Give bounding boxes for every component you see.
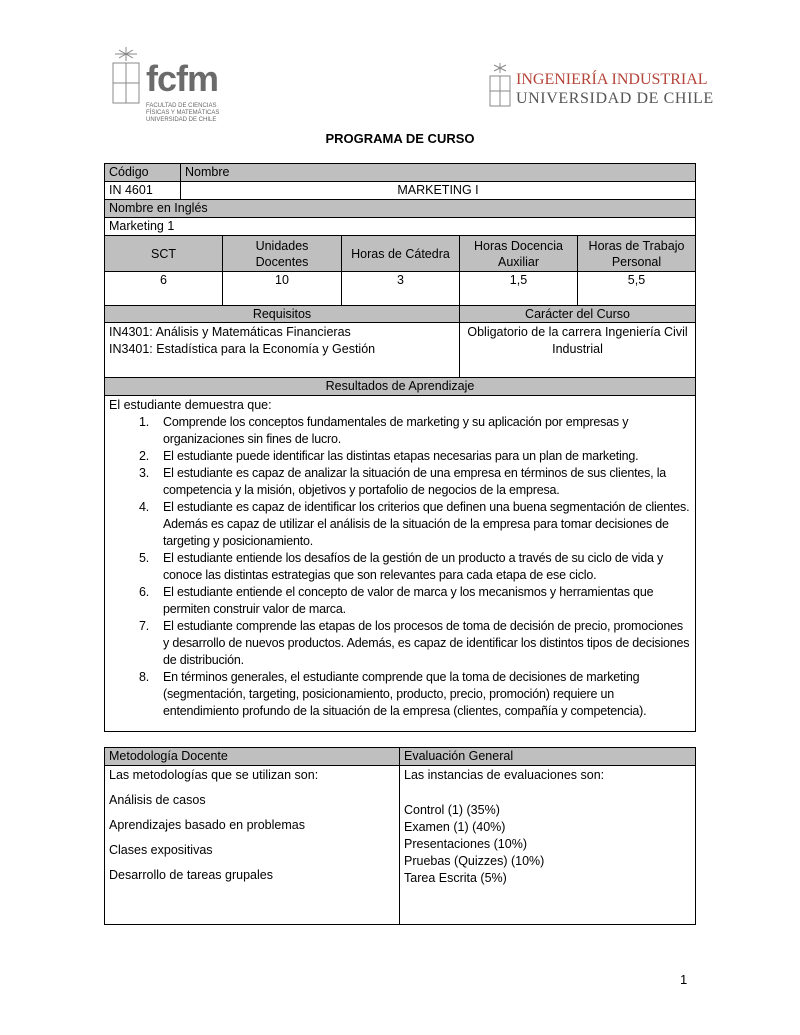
hours-header-unidades: Unidades Docentes xyxy=(222,235,342,272)
character-value: Obligatorio de la carrera Ingeniería Civil Industrial xyxy=(459,322,696,378)
course-code: IN 4601 xyxy=(104,181,181,200)
methodology-body: Las metodologías que se utilizan son: Análisis de casos Aprendizajes basado en problemas Clases expositivas Desarrollo de tareas grupales xyxy=(104,765,400,925)
university-crest-icon xyxy=(488,62,512,108)
hours-header-sct: SCT xyxy=(104,235,223,272)
hours-header-personal: Horas de Trabajo Personal xyxy=(577,235,696,272)
evaluation-body: Las instancias de evaluaciones son: Control (1) (35%) Examen (1) (40%) Presentaciones (10%) Pruebas (Quizzes) (10%) Tarea Escrita (5%) xyxy=(399,765,696,925)
hours-value-catedra: 3 xyxy=(341,271,460,306)
hours-header-auxiliar: Horas Docencia Auxiliar xyxy=(459,235,578,272)
page-number: 1 xyxy=(680,972,688,987)
list-item: 5. El estudiante entiende los desafíos de la gestión de un producto a través de su ciclo de vida y conoce las distintas estrategias que son relevantes para cada etapa de ese ciclo. xyxy=(139,551,664,582)
hours-value-sct: 6 xyxy=(104,271,223,306)
english-name: Marketing 1 xyxy=(104,217,696,236)
list-item: 4. El estudiante es capaz de identificar los criterios que definen una buena segmentación de clientes. Además es capaz de utilizar el análisis de la situación de la empresa para tomar decisiones de targeting y posicionamiento. xyxy=(139,500,690,548)
fcfm-logo: fcfm FACULTAD DE CIENCIAS FÍSICAS Y MATEMÁTICAS UNIVERSIDAD DE CHILE xyxy=(110,45,235,125)
character-label: Carácter del Curso xyxy=(459,305,696,323)
outcomes-list xyxy=(109,414,691,720)
english-name-label: Nombre en Inglés xyxy=(104,199,696,218)
page-title: PROGRAMA DE CURSO xyxy=(325,131,475,146)
list-item: 8. En términos generales, el estudiante comprende que la toma de decisiones de marketing (segmentación, targeting, posicionamiento, producto, precio, promoción) requiere un entendimiento profundo de la situación de la empresa (clientes, compañía y competencia). xyxy=(139,670,647,718)
university-crest-icon xyxy=(110,45,142,107)
methodology-label: Metodología Docente xyxy=(104,747,400,766)
outcomes-label: Resultados de Aprendizaje xyxy=(104,377,696,396)
hours-header-catedra: Horas de Cátedra xyxy=(341,235,460,272)
name-label: Nombre xyxy=(180,163,696,182)
hours-value-personal: 5,5 xyxy=(577,271,696,306)
code-label: Código xyxy=(104,163,181,182)
requirements-label: Requisitos xyxy=(104,305,460,323)
requirements-list: IN4301: Análisis y Matemáticas Financieras IN3401: Estadística para la Economía y Gestión xyxy=(104,322,460,378)
list-item: 3. El estudiante es capaz de analizar la situación de una empresa en términos de sus clientes, la competencia y la misión, objetivos y portafolio de negocios de la empresa. xyxy=(139,466,667,497)
hours-value-auxiliar: 1,5 xyxy=(459,271,578,306)
list-item: 6. El estudiante entiende el concepto de valor de marca y los mecanismos y herramientas que permiten construir valor de marca. xyxy=(139,585,654,616)
list-item: 1. Comprende los conceptos fundamentales de marketing y su aplicación por empresas y organizaciones sin fines de lucro. xyxy=(139,415,629,446)
hours-value-unidades: 10 xyxy=(222,271,342,306)
outcomes-body: El estudiante demuestra que: 1. Comprende los conceptos fundamentales de marketing y su aplicación por empresas y organizaciones sin fines de lucro. 2. El estudiante puede identificar las distintas etapas necesarias para un plan de marketing. 3. El estudiante es capaz de analizar la situación de una empresa en términos de sus clientes, la competencia y la misión, objetivos y portafolio de negocios de la empresa. 4. El estudiante es capaz de identificar los criterios que definen una buena segmentación de clientes. Además es capaz de utilizar el análisis de la situación de la empresa para tomar decisiones de targeting y posicionamiento. 5. El estudiante entiende los desafíos de la gestión de un producto a través de su ciclo de vida y conoce las distintas estrategias que son relevantes para cada etapa de ese ciclo. 6. El estudiante entiende el concepto de valor de marca y los mecanismos y herramientas que permiten construir valor de marca. 7. El estudiante comprende las etapas de los procesos de toma de decisión de precio, promociones y desarrollo de nuevos productos. Además, es capaz de identificar los distintos tipos de decisiones de distribución. 8. En términos generales, el estudiante comprende que la toma de decisiones de marketing (segmentación, targeting, posicionamiento, producto, precio, promoción) requiere un entendimiento profundo de la situación de la empresa (clientes, compañía y competencia). xyxy=(104,395,696,732)
list-item: 2. El estudiante puede identificar las distintas etapas necesarias para un plan de marketing. xyxy=(139,449,639,463)
evaluation-label: Evaluación General xyxy=(399,747,696,766)
list-item: 7. El estudiante comprende las etapas de los procesos de toma de decisión de precio, promociones y desarrollo de nuevos productos. Además, es capaz de identificar los distintos tipos de decisiones de distribución. xyxy=(139,619,690,667)
course-name: MARKETING I xyxy=(180,181,696,200)
ingenieria-industrial-logo: INGENIERÍA INDUSTRIAL UNIVERSIDAD DE CHILE xyxy=(488,62,698,110)
